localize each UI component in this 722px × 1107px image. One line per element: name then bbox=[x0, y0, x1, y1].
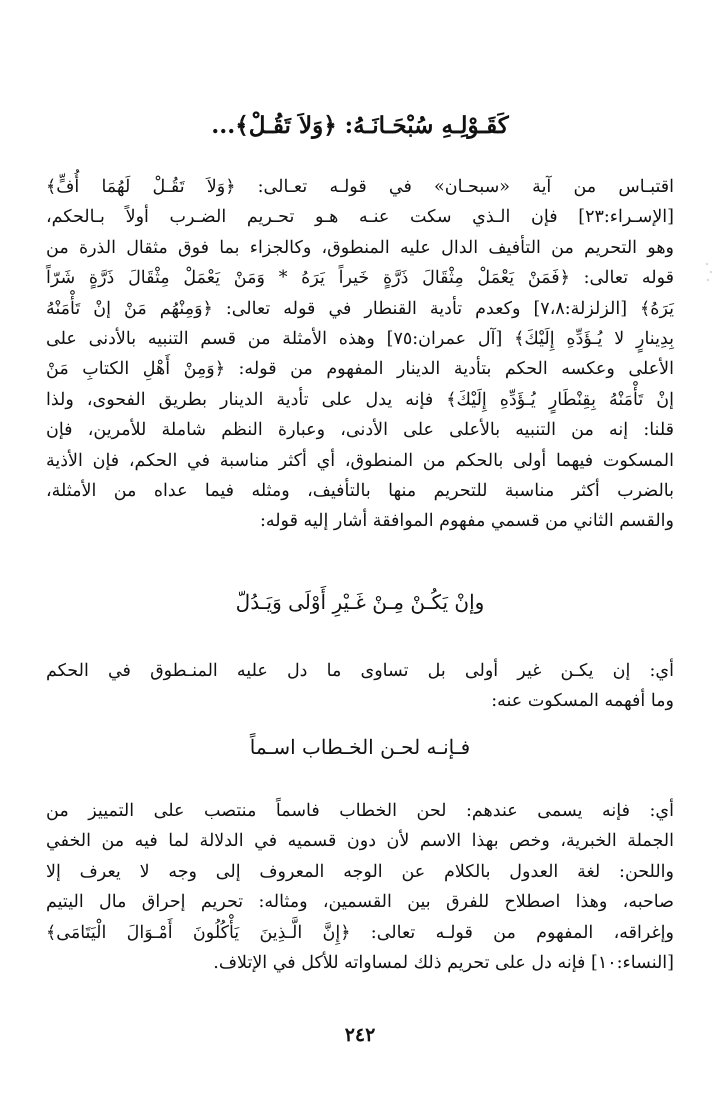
text-line: قوله تعالى: ﴿فَمَنْ يَعْمَلْ مِثْقَالَ ذَرَّةٍ خَيراً يَرَهُ * وَمَنْ يَعْمَلْ مِثْقَالَ ذَرَّةٍ شَرّاً bbox=[46, 268, 674, 289]
scan-speck-decoration bbox=[704, 260, 714, 284]
text-line: صاحبه، وهذا اصطلاح للفرق بين القسمين، ومثاله: تحريم إحراق مال اليتيم bbox=[46, 892, 674, 913]
paragraph-1 bbox=[46, 172, 674, 537]
text-line: الجملة الخبرية، وخص بهذا الاسم لأن دون قسميه في الدلالة لما فيه من الخفي bbox=[46, 831, 674, 852]
text-line: الأعلى وعكسه الحكم بتأدية الدينار المفهوم من قوله: ﴿وَمِنْ أَهْلِ الكتابِ مَنْ bbox=[46, 359, 674, 380]
book-page bbox=[46, 0, 674, 1107]
text-line: وهو التحريم من التأفيف الدال عليه المنطوق، وكالجزاء بما فوق مثقال الذرة من bbox=[46, 237, 674, 258]
text-line: قلنا: إنه من التنبيه بالأعلى على الأدنى، وعبارة النظم شاملة للأمرين، فإن bbox=[46, 420, 674, 441]
text-line: بالضرب أكثر مناسبة للتحريم منها بالتأفيف، ومثله فيما عداه من الأمثلة، bbox=[46, 481, 674, 502]
text-line: بِدِينارٍ لا يُـؤَدِّهِ إِلَيْكَ﴾ [آل عمران:٧٥] وهذه الأمثلة من قسم التنبيه بالأدنى على bbox=[46, 329, 674, 350]
paragraph-2 bbox=[46, 656, 674, 717]
section-heading: كَقَـوْلِـهِ سُبْحَـانَـهُ: ﴿وَلاَ تَقُـلْ﴾... bbox=[211, 112, 509, 139]
text-line: والقسم الثاني من قسمي مفهوم الموافقة أشار إليه قوله: bbox=[259, 511, 674, 532]
text-line: يَرَهُ﴾ [الزلزلة:٧،٨] وكعدم تأدية القنطار في قوله تعالى: ﴿وَمِنْهُم مَنْ إنْ تَأْمَنْهُ bbox=[46, 298, 674, 319]
text-line: المسكوت فيهما أولى بالحكم من المنطوق، أي أكثر مناسبة في الحكم، فإن الأذية bbox=[46, 450, 674, 471]
text-line: وما أفهمه المسكوت عنه: bbox=[491, 691, 674, 712]
text-line: أي: فإنه يسمى عندهم: لحن الخطاب فاسماً منتصب على التمييز من bbox=[46, 801, 674, 821]
text-line: [الإسـراء:٢٣] فإن الـذي سكت عنـه هـو تحـريم الضـرب أولاً بـالحكم، bbox=[46, 207, 674, 228]
text-line: اقتبـاس من آية «سبحـان» في قولـه تعـالى: ﴿وَلاَ تَقُـلْ لَهُمَا أُفٍّ﴾ bbox=[46, 177, 674, 197]
text-line: أي: إن يكـن غير أولى بل تساوى ما دل عليه المنـطوق في الحكم bbox=[46, 661, 674, 681]
text-line: [النساء:١٠] فإنه دل على تحريم ذلك لمساواته للأكل في الإتلاف. bbox=[213, 953, 674, 974]
text-line: واللحن: لغة العدول بالكلام عن الوجه المعروف إلى وجه لا يعرف إلا bbox=[46, 861, 674, 882]
verse-line-2: فـإنـه لحـن الخـطاب اسـماً bbox=[249, 735, 471, 759]
text-line: إنْ تَأْمَنْهُ بِقِنْطَارٍ يُـؤَدِّهِ إِلَيْكَ﴾ فإنه يدل على تأدية الدينار بطريق الفحوى، ولذا bbox=[46, 389, 674, 410]
verse-line-1: وإنْ يَكُـنْ مِـنْ غَـيْرِ أَوْلَى وَيَـدُلّ bbox=[235, 590, 485, 614]
paragraph-3 bbox=[46, 796, 674, 978]
page-number: ٢٤٢ bbox=[344, 1024, 376, 1046]
text-line: وإغراقه، المفهوم من قولـه تعالى: ﴿إِنَّ الَّـذِينَ يَأْكُلُونَ أَمْـوَالَ الْيَتَامَى﴾ bbox=[46, 922, 674, 943]
